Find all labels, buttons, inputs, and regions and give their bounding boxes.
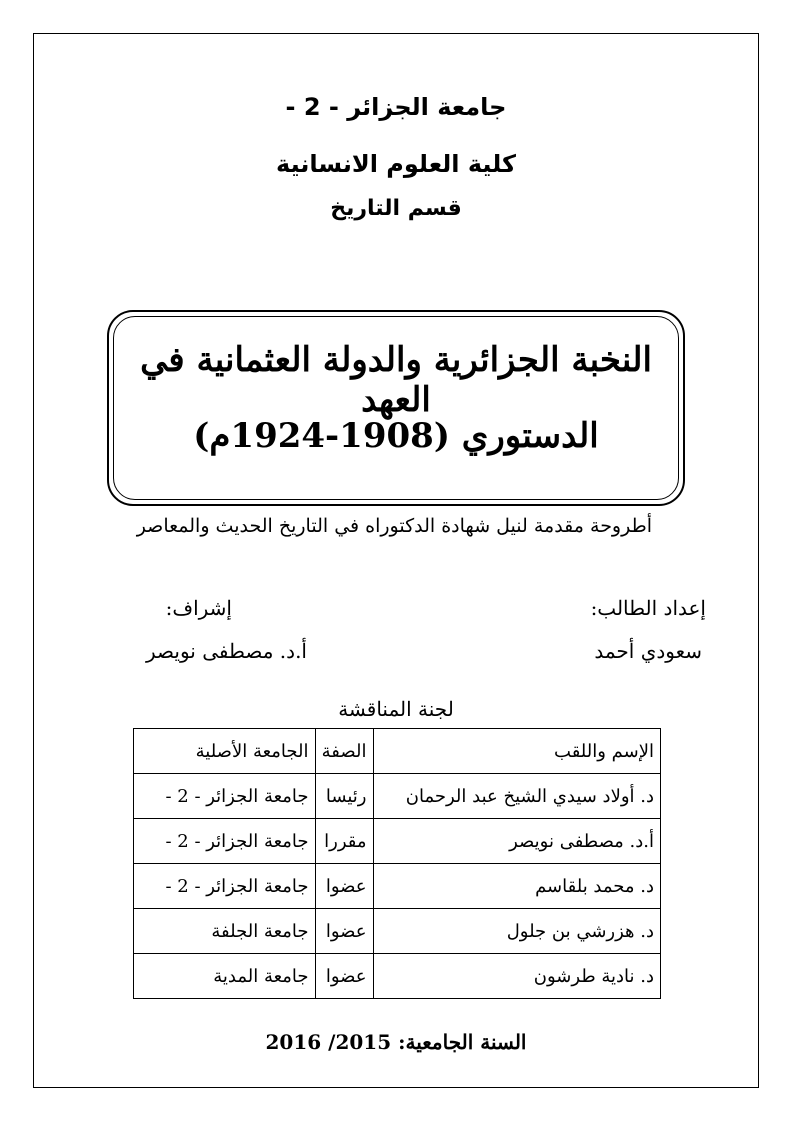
member-role: عضوا <box>315 954 373 999</box>
member-name: د. نادية طرشون <box>373 954 660 999</box>
university-name: جامعة الجزائر - 2 - <box>285 93 507 121</box>
table-header-row <box>134 729 661 774</box>
member-role: عضوا <box>315 909 373 954</box>
table-row <box>134 819 661 864</box>
academic-year: السنة الجامعية: 2015/ 2016 <box>265 1030 527 1054</box>
supervisor-name: أ.د. مصطفى نويصر <box>146 639 307 663</box>
member-role: مقررا <box>315 819 373 864</box>
thesis-title-line-2: الدستوري (1908-1924م) <box>193 416 599 456</box>
member-role: رئيسا <box>315 774 373 819</box>
committee-table <box>133 728 661 999</box>
supervision-label: إشراف: <box>165 596 232 620</box>
thesis-title-line-1: النخبة الجزائرية والدولة العثمانية في العهد <box>140 340 652 420</box>
member-name: د. أولاد سيدي الشيخ عبد الرحمان <box>373 774 660 819</box>
member-university: جامعة الجزائر - 2 - <box>134 819 316 864</box>
member-name: د. هزرشي بن جلول <box>373 909 660 954</box>
member-university: جامعة الجلفة <box>134 909 316 954</box>
table-row <box>134 909 661 954</box>
student-name: سعودي أحمد <box>594 639 702 663</box>
header-university: الجامعة الأصلية <box>134 729 316 774</box>
member-name: أ.د. مصطفى نويصر <box>373 819 660 864</box>
faculty-name: كلية العلوم الانسانية <box>276 150 516 178</box>
header-role: الصفة <box>315 729 373 774</box>
member-role: عضوا <box>315 864 373 909</box>
member-university: جامعة الجزائر - 2 - <box>134 774 316 819</box>
department-name: قسم التاريخ <box>330 196 462 221</box>
member-name: د. محمد بلقاسم <box>373 864 660 909</box>
thesis-subtitle: أطروحة مقدمة لنيل شهادة الدكتوراه في التاريخ الحديث والمعاصر <box>136 515 652 537</box>
table-row <box>134 954 661 999</box>
table-row <box>134 774 661 819</box>
prepared-by-label: إعداد الطالب: <box>590 596 706 620</box>
header-name: الإسم واللقب <box>373 729 660 774</box>
committee-title: لجنة المناقشة <box>338 697 454 721</box>
member-university: جامعة المدية <box>134 954 316 999</box>
member-university: جامعة الجزائر - 2 - <box>134 864 316 909</box>
table-row <box>134 864 661 909</box>
thesis-title-box <box>107 310 685 506</box>
